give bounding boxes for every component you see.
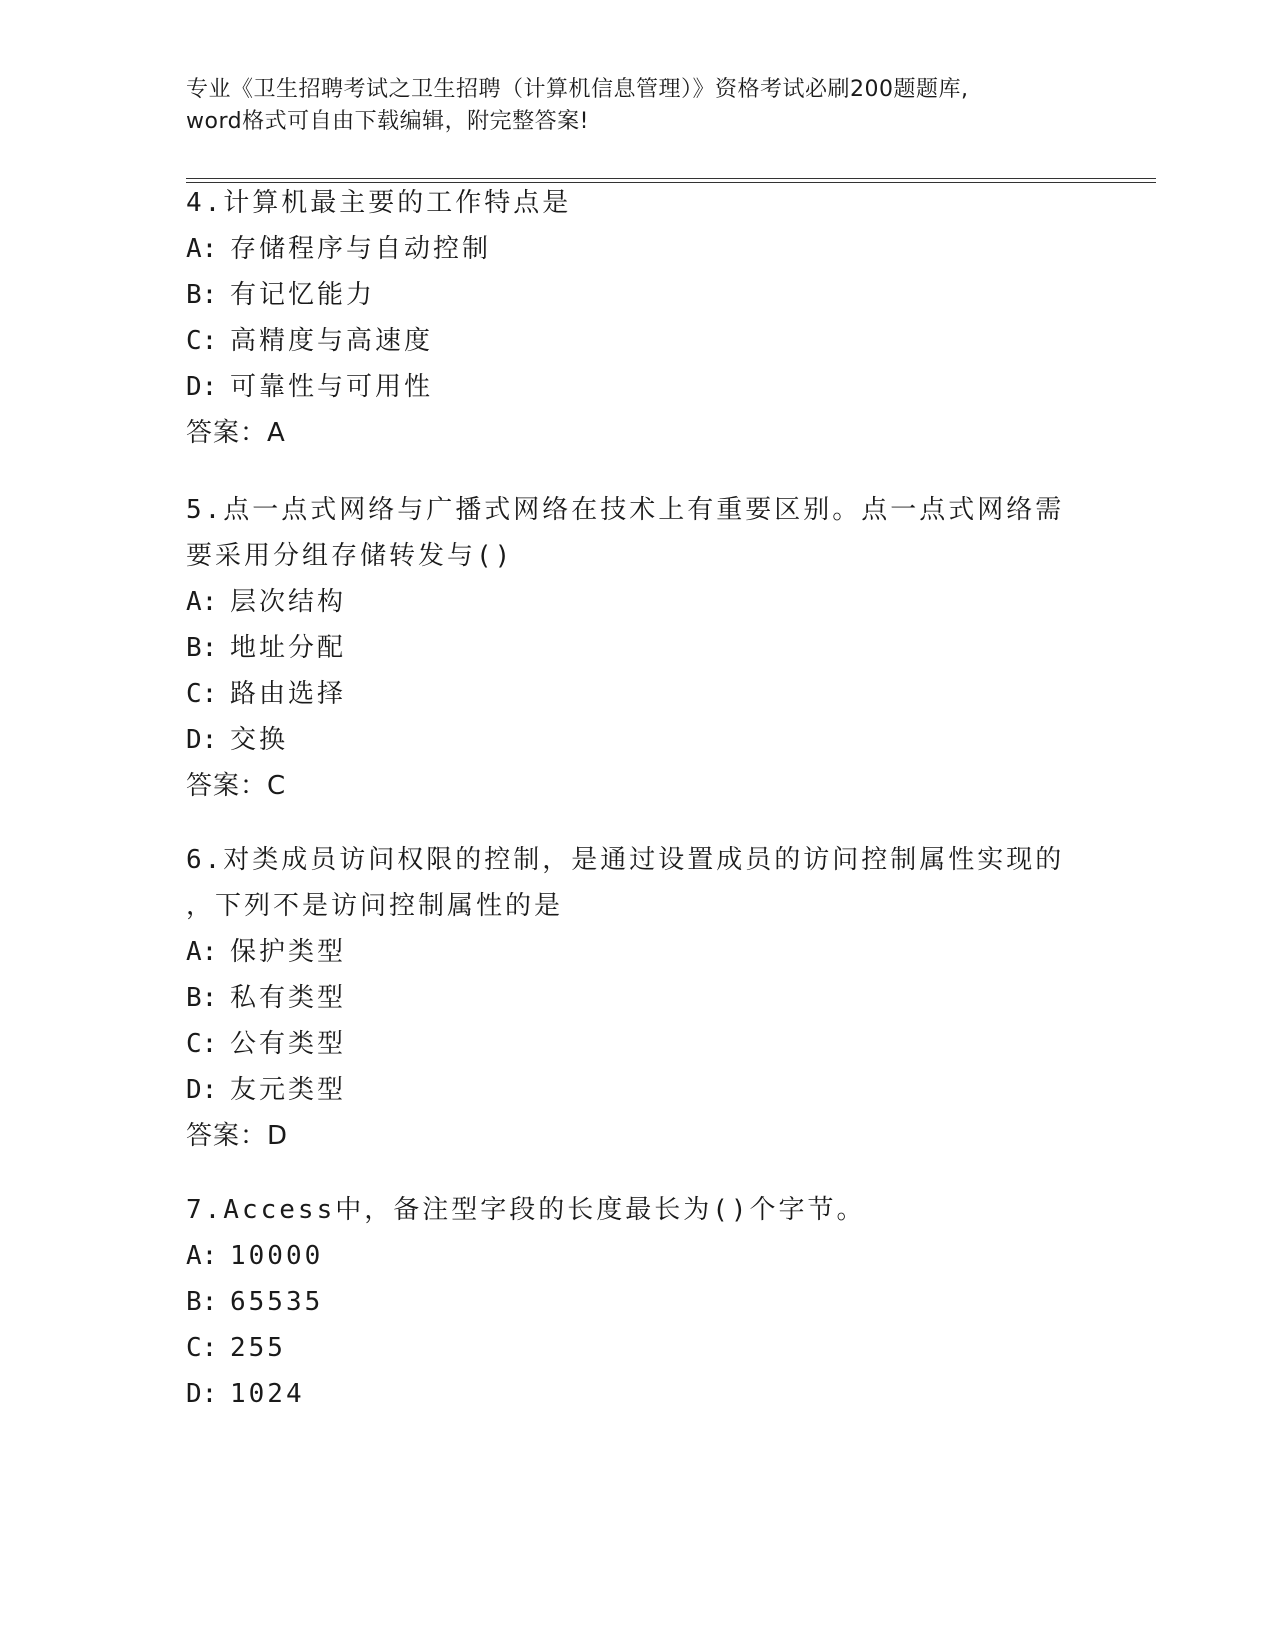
question-7: [186, 1187, 1086, 1417]
option-a: [186, 929, 1086, 975]
option-text: 路由选择: [230, 679, 347, 709]
option-a: [186, 579, 1086, 625]
option-text: 地址分配: [230, 633, 347, 663]
option-letter: A:: [186, 587, 218, 617]
option-b: [186, 272, 1086, 318]
option-text: 公有类型: [230, 1029, 347, 1059]
option-text: 交换: [230, 725, 289, 755]
option-b: [186, 1279, 1086, 1325]
option-text: 65535: [230, 1287, 324, 1317]
option-c: [186, 1325, 1086, 1371]
option-text: 255: [230, 1333, 286, 1363]
option-text: 高精度与高速度: [230, 326, 434, 356]
option-text: 1024: [230, 1379, 305, 1409]
option-letter: B:: [186, 633, 218, 663]
answer-line: 答案：A: [186, 418, 286, 448]
option-text: 存储程序与自动控制: [230, 234, 492, 264]
option-d: [186, 1067, 1086, 1113]
header-line-1: 专业《卫生招聘考试之卫生招聘（计算机信息管理）》资格考试必刷200题题库,: [186, 77, 969, 102]
question-text: 6.对类成员访问权限的控制，是通过设置成员的访问控制属性实现的: [186, 845, 1065, 875]
option-letter: D:: [186, 372, 218, 402]
option-letter: C:: [186, 679, 218, 709]
option-letter: B:: [186, 983, 218, 1013]
option-letter: B:: [186, 1287, 218, 1317]
question-6: [186, 837, 1086, 1159]
question-text: 7.Access中，备注型字段的长度最长为()个字节。: [186, 1195, 866, 1225]
option-letter: D:: [186, 725, 218, 755]
option-text: 层次结构: [230, 587, 347, 617]
question-text-continued: ，下列不是访问控制属性的是: [186, 891, 564, 921]
question-text: 5.点一点式网络与广播式网络在技术上有重要区别。点一点式网络需: [186, 495, 1065, 525]
header-line-2: word格式可自由下载编辑，附完整答案!: [186, 109, 589, 134]
document-header: [186, 74, 1086, 138]
option-letter: D:: [186, 1379, 218, 1409]
option-c: [186, 1021, 1086, 1067]
option-d: [186, 364, 1086, 410]
question-text-continued: 要采用分组存储转发与(): [186, 541, 514, 571]
option-a: [186, 226, 1086, 272]
option-text: 保护类型: [230, 937, 347, 967]
option-letter: C:: [186, 1333, 218, 1363]
option-c: [186, 318, 1086, 364]
question-text: 4.计算机最主要的工作特点是: [186, 188, 572, 218]
option-letter: A:: [186, 234, 218, 264]
answer-line: 答案：D: [186, 1121, 289, 1151]
option-text: 10000: [230, 1241, 324, 1271]
option-letter: C:: [186, 1029, 218, 1059]
option-a: [186, 1233, 1086, 1279]
option-letter: A:: [186, 1241, 218, 1271]
option-text: 友元类型: [230, 1075, 347, 1105]
option-letter: D:: [186, 1075, 218, 1105]
question-5: [186, 487, 1086, 809]
option-text: 有记忆能力: [230, 280, 376, 310]
option-text: 可靠性与可用性: [230, 372, 434, 402]
option-letter: C:: [186, 326, 218, 356]
option-letter: B:: [186, 280, 218, 310]
option-c: [186, 671, 1086, 717]
option-b: [186, 975, 1086, 1021]
option-d: [186, 1371, 1086, 1417]
option-text: 私有类型: [230, 983, 347, 1013]
option-letter: A:: [186, 937, 218, 967]
answer-line: 答案：C: [186, 771, 287, 801]
option-d: [186, 717, 1086, 763]
option-b: [186, 625, 1086, 671]
question-4: [186, 180, 1086, 456]
